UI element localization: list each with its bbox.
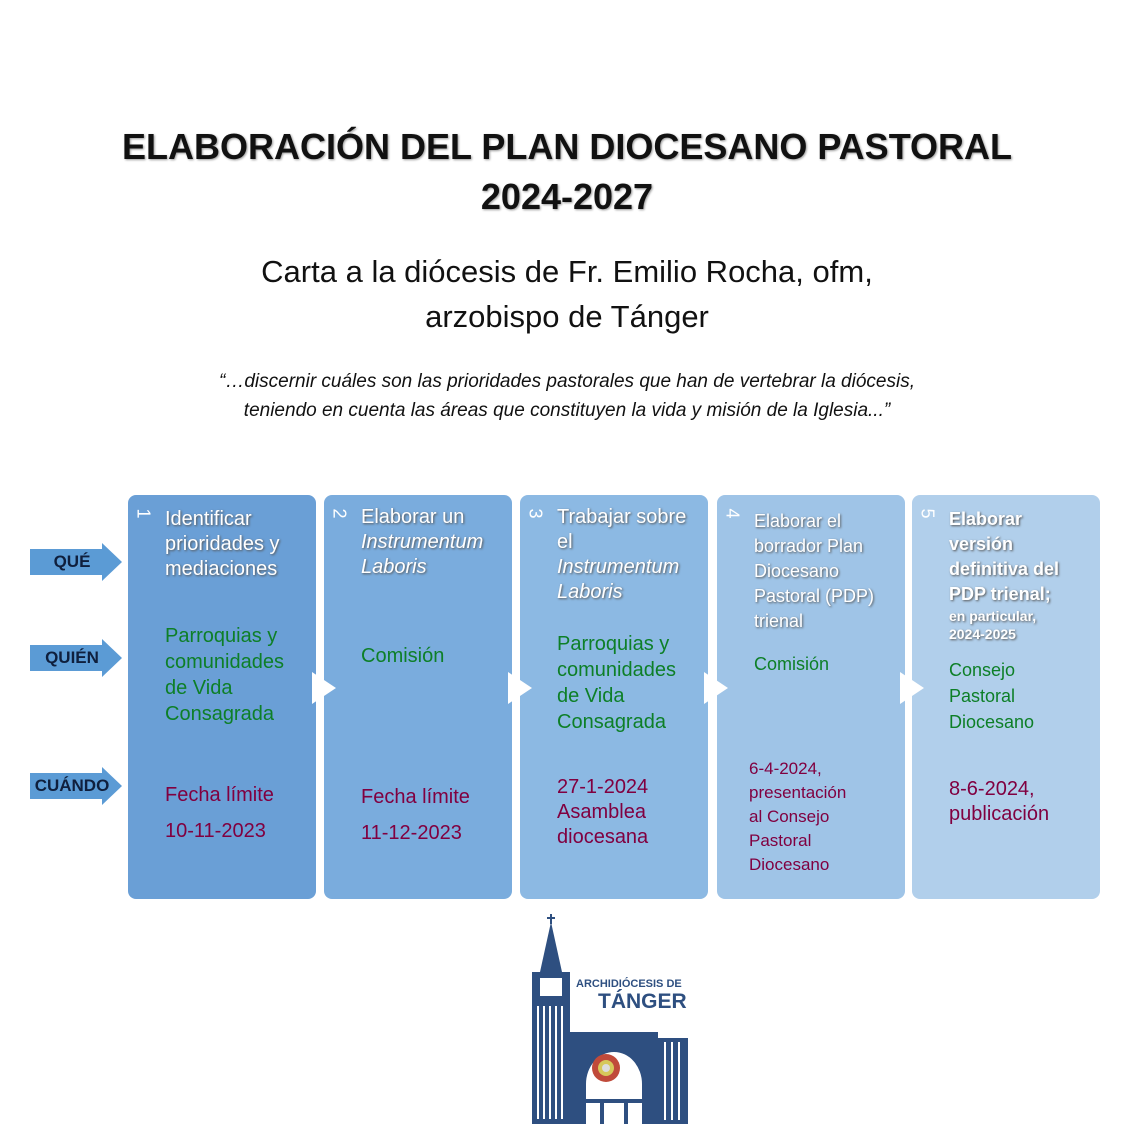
what-line: Laboris xyxy=(361,556,427,578)
step-when xyxy=(165,777,310,849)
who-line: Consejo xyxy=(949,660,1016,680)
step-1 xyxy=(128,495,316,899)
step-who xyxy=(361,643,506,669)
what-line: Elaborar un xyxy=(361,506,465,528)
what-line: Instrumentum xyxy=(361,531,484,553)
step-number: 1 xyxy=(133,508,154,519)
what-line: Elaborar xyxy=(949,509,1023,529)
step-who xyxy=(165,623,310,727)
title-line-1: ELABORACIÓN DEL PLAN DIOCESANO PASTORAL xyxy=(121,126,1013,167)
step-what xyxy=(754,509,899,634)
step-when xyxy=(557,775,702,850)
subtitle-line-2: arzobispo de Tánger xyxy=(425,299,709,334)
what-line: borrador Plan xyxy=(754,536,864,556)
when-line: publicación xyxy=(949,803,1050,825)
step-4 xyxy=(717,495,905,899)
row-label-cuando: CUÁNDO xyxy=(30,767,122,805)
logo-text-2: TÁNGER xyxy=(598,990,687,1013)
what-line: PDP trienal; xyxy=(949,584,1051,604)
who-line: Parroquias y xyxy=(165,625,278,647)
row-label-que: QUÉ xyxy=(30,543,122,581)
step-what xyxy=(557,505,702,605)
when-line: 8-6-2024, xyxy=(949,778,1035,800)
what-small-line: en particular, xyxy=(949,608,1037,624)
step-when xyxy=(749,757,899,877)
who-line: Parroquias y xyxy=(557,633,670,655)
when-line: 27-1-2024 xyxy=(557,776,649,798)
who-line: Diocesano xyxy=(949,712,1035,732)
when-line: presentación xyxy=(749,783,847,802)
when-line: 10-11-2023 xyxy=(165,820,266,842)
when-line: Asamblea xyxy=(557,801,646,823)
row-label-quien: QUIÉN xyxy=(30,639,122,677)
logo xyxy=(530,914,690,1126)
step-who xyxy=(557,631,702,735)
who-line: Comisión xyxy=(361,645,445,667)
step-what xyxy=(361,505,506,580)
what-small-line: 2024-2025 xyxy=(949,626,1016,642)
chevron-right-icon xyxy=(900,672,924,704)
what-line: mediaciones xyxy=(165,558,278,580)
step-number: 4 xyxy=(722,508,743,519)
subtitle-line-1: Carta a la diócesis de Fr. Emilio Rocha, ofm, xyxy=(261,254,873,289)
step-who xyxy=(754,651,899,677)
who-line: Consagrada xyxy=(165,703,274,725)
when-line: diocesana xyxy=(557,826,649,848)
what-line: definitiva del xyxy=(949,559,1060,579)
what-line: trienal xyxy=(754,611,804,631)
when-line: Fecha límite xyxy=(165,784,274,806)
what-line: Identificar xyxy=(165,508,252,530)
who-line: Consagrada xyxy=(557,711,666,733)
when-line: 6-4-2024, xyxy=(749,759,822,778)
what-line: Instrumentum xyxy=(557,556,680,578)
step-who xyxy=(949,657,1094,735)
what-line: Trabajar sobre xyxy=(557,506,687,528)
what-line: Elaborar el xyxy=(754,511,842,531)
when-line: 11-12-2023 xyxy=(361,822,462,844)
step-5 xyxy=(912,495,1100,899)
chevron-right-icon xyxy=(508,672,532,704)
logo-text-1: ARCHIDIÓCESIS DE xyxy=(576,978,682,990)
step-what xyxy=(165,507,310,582)
what-line: prioridades y xyxy=(165,533,280,555)
chevron-right-icon xyxy=(312,672,336,704)
what-line: Pastoral (PDP) xyxy=(754,586,875,606)
step-when xyxy=(361,779,506,851)
step-when xyxy=(949,777,1094,827)
step-number: 5 xyxy=(917,508,938,519)
step-3 xyxy=(520,495,708,899)
who-line: Pastoral xyxy=(949,686,1016,706)
when-line: Fecha límite xyxy=(361,786,470,808)
step-number: 3 xyxy=(525,508,546,519)
when-line: al Consejo xyxy=(749,807,830,826)
who-line: comunidades xyxy=(165,651,284,673)
chevron-right-icon xyxy=(704,672,728,704)
step-2 xyxy=(324,495,512,899)
who-line: Comisión xyxy=(754,654,830,674)
what-line: Laboris xyxy=(557,581,623,603)
what-line: versión xyxy=(949,534,1014,554)
who-line: comunidades xyxy=(557,659,676,681)
what-line: el xyxy=(557,531,573,553)
when-line: Pastoral xyxy=(749,831,812,850)
quote-line-2: teniendo en cuenta las áreas que constituyen la vida y misión de la Iglesia...” xyxy=(243,400,891,421)
step-number: 2 xyxy=(329,508,350,519)
title-line-2: 2024-2027 xyxy=(480,176,654,217)
when-line: Diocesano xyxy=(749,855,830,874)
what-line: Diocesano xyxy=(754,561,840,581)
who-line: de Vida xyxy=(557,685,625,707)
step-what xyxy=(949,507,1094,643)
who-line: de Vida xyxy=(165,677,233,699)
quote-line-1: “…discernir cuáles son las prioridades pastorales que han de vertebrar la diócesis, xyxy=(219,371,915,392)
